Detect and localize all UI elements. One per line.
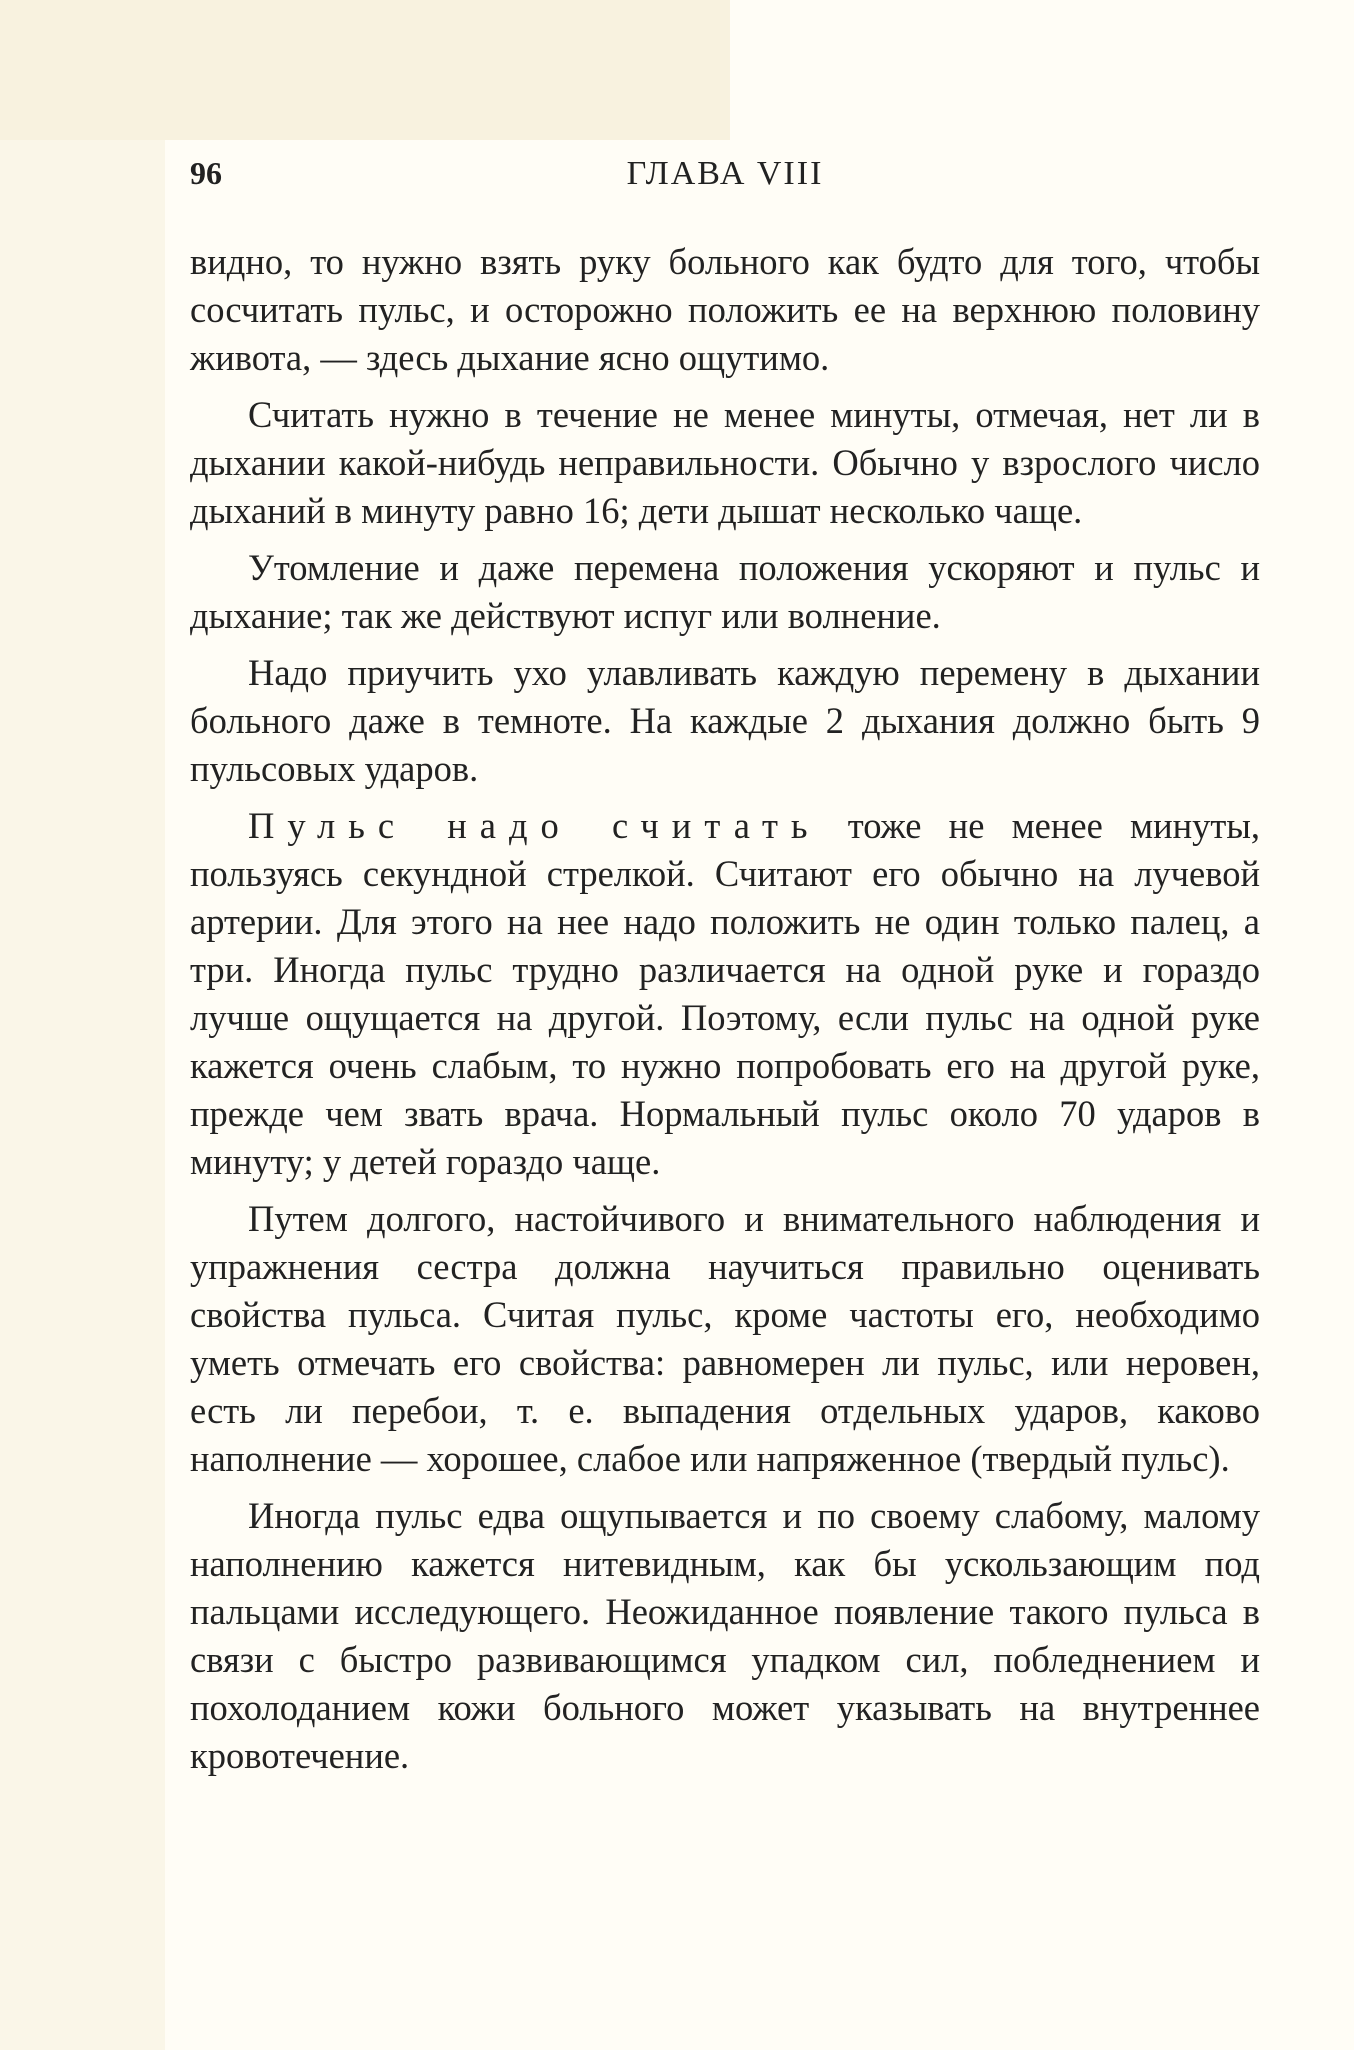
paragraph-3	[190, 544, 1260, 640]
page-margin-shade	[0, 0, 165, 2050]
page-number: 96	[190, 155, 222, 191]
page-header	[190, 155, 1260, 205]
paragraph-7-text: Иногда пульс едва ощупывается и по своему слабому, малому наполнению кажется нитевидным, как бы ускользающим под пальцами исследующего. Неожиданное появление такого пульса в связи с быстро развивающимся упадком сил, побледнением и похолоданием кожи больного может указывать на внутреннее кровотечение.	[190, 1495, 1260, 1776]
paragraph-4-text: Надо приучить ухо улавливать каждую перемену в дыхании больного даже в темноте. На каждые 2 дыхания должно быть 9 пульсовых ударов.	[190, 652, 1260, 789]
paragraph-6	[190, 1195, 1260, 1483]
paragraph-2	[190, 391, 1260, 535]
paragraph-1	[190, 238, 1260, 382]
paragraph-5	[190, 802, 1260, 1186]
paragraph-4	[190, 649, 1260, 793]
paragraph-3-text: Утомление и даже перемена положения ускоряют и пульс и дыхание; так же действуют испуг или волнение.	[190, 547, 1260, 636]
page-corner-shade	[0, 0, 730, 140]
paragraph-6-text: Путем долгого, настойчивого и внимательного наблюдения и упражнения сестра должна научиться правильно оценивать свойства пульса. Считая пульс, кроме частоты его, необходимо уметь отмечать его свойства: равномерен ли пульс, или неровен, есть ли перебои, т. е. выпадения отдельных ударов, каково наполнение — хорошее, слабое или напряженное (твердый пульс).	[190, 1198, 1260, 1479]
paragraph-5-text: тоже не менее минуты, пользуясь секундной стрелкой. Считают его обычно на лучевой артерии. Для этого на нее надо положить не один только палец, а три. Иногда пульс трудно различается на одной руке и гораздо лучше ощущается на другой. Поэтому, если пульс на одной руке кажется очень слабым, то нужно попробовать его на другой руке, прежде чем звать врача. Нормальный пульс около 70 ударов в минуту; у детей гораздо чаще.	[190, 805, 1260, 1182]
body-text	[190, 238, 1260, 1789]
paragraph-5-lead: Пульс надо считать	[248, 805, 821, 846]
paragraph-7	[190, 1492, 1260, 1780]
paragraph-2-text: Считать нужно в течение не менее минуты, отмечая, нет ли в дыхании какой-нибудь неправильности. Обычно у взрослого число дыханий в минуту равно 16; дети дышат несколько чаще.	[190, 394, 1260, 531]
paragraph-1-text: видно, то нужно взять руку больного как будто для того, чтобы сосчитать пульс, и осторожно положить ее на верхнюю половину живота, — здесь дыхание ясно ощутимо.	[190, 241, 1260, 378]
chapter-title: ГЛАВА VIII	[626, 155, 824, 192]
